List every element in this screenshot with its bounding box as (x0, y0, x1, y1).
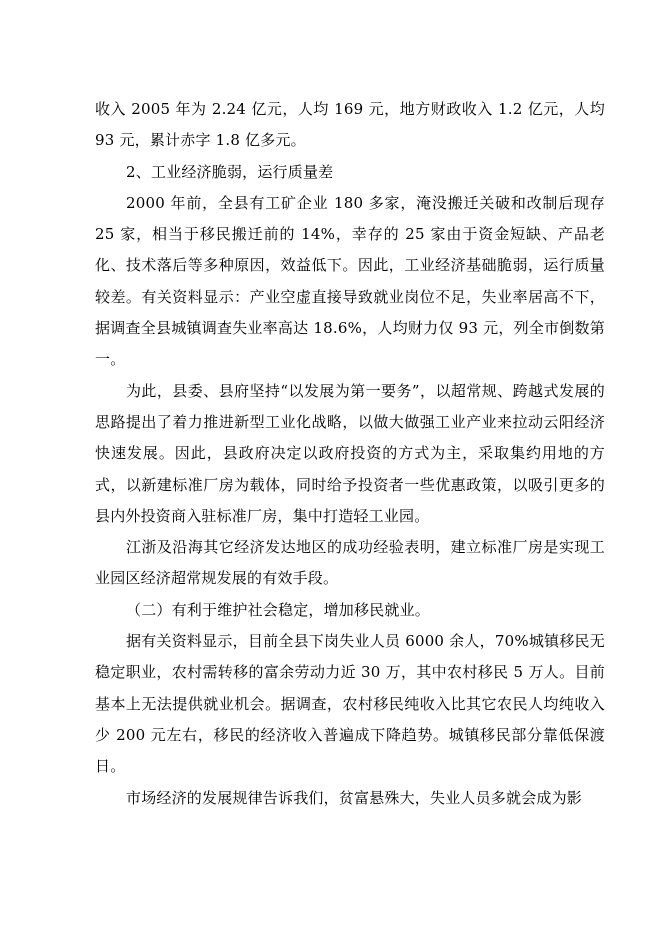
paragraph-development-strategy: 为此，县委、县府坚持“以发展为第一要务”，以超常规、跨越式发展的思路提出了着力推进新型工业化战略，以做大做强工业产业来拉动云阳经济快速发展。因此，县政府决定以政府投资的方式为主，采取集约用地的方式，以新建标准厂房为载体，同时给予投资者一些优惠政策，以吸引更多的县内外投资商入驻标准厂房，集中打造轻工业园。 (95, 381, 605, 525)
paragraph-fiscal-revenue: 收入 2005 年为 2.24 亿元，人均 169 元，地方财政收入 1.2 亿元，人均 93 元，累计赤字 1.8 亿多元。 (95, 100, 605, 150)
heading-social-stability: （二）有利于维护社会稳定，增加移民就业。 (126, 600, 431, 619)
paragraph-coastal-experience: 江浙及沿海其它经济发达地区的成功经验表明，建立标准厂房是实现工业园区经济超常规发展的有效手段。 (95, 538, 605, 588)
paragraph-market-economy: 市场经济的发展规律告诉我们，贫富悬殊大，失业人员多就会成为影 (126, 788, 583, 807)
heading-industrial-economy: 2、工业经济脆弱，运行质量差 (126, 162, 334, 181)
paragraph-unemployment-data: 据有关资料显示，目前全县下岗失业人员 6000 余人，70%城镇移民无稳定职业，农村需转移的富余劳动力近 30 万，其中农村移民 5 万人。目前基本上无法提供就业机会。据调查，农村移民纯收入比其它农民人均纯收入少 200 元左右，移民的经济收入普遍成下降趋势。城镇移民部分靠低保渡日。 (95, 632, 605, 776)
paragraph-industrial-enterprises: 2000 年前，全县有工矿企业 180 多家，淹没搬迁关破和改制后现存 25 家，相当于移民搬迁前的 14%，幸存的 25 家由于资金短缺、产品老化、技术落后等多种原因，效益低下。因此，工业经济基础脆弱，运行质量较差。有关资料显示：产业空虚直接导致就业岗位不足，失业率居高不下，据调查全县城镇调查失业率高达 18.6%，人均财力仅 93 元，列全市倒数第一。 (95, 193, 605, 369)
document-page (95, 94, 605, 814)
